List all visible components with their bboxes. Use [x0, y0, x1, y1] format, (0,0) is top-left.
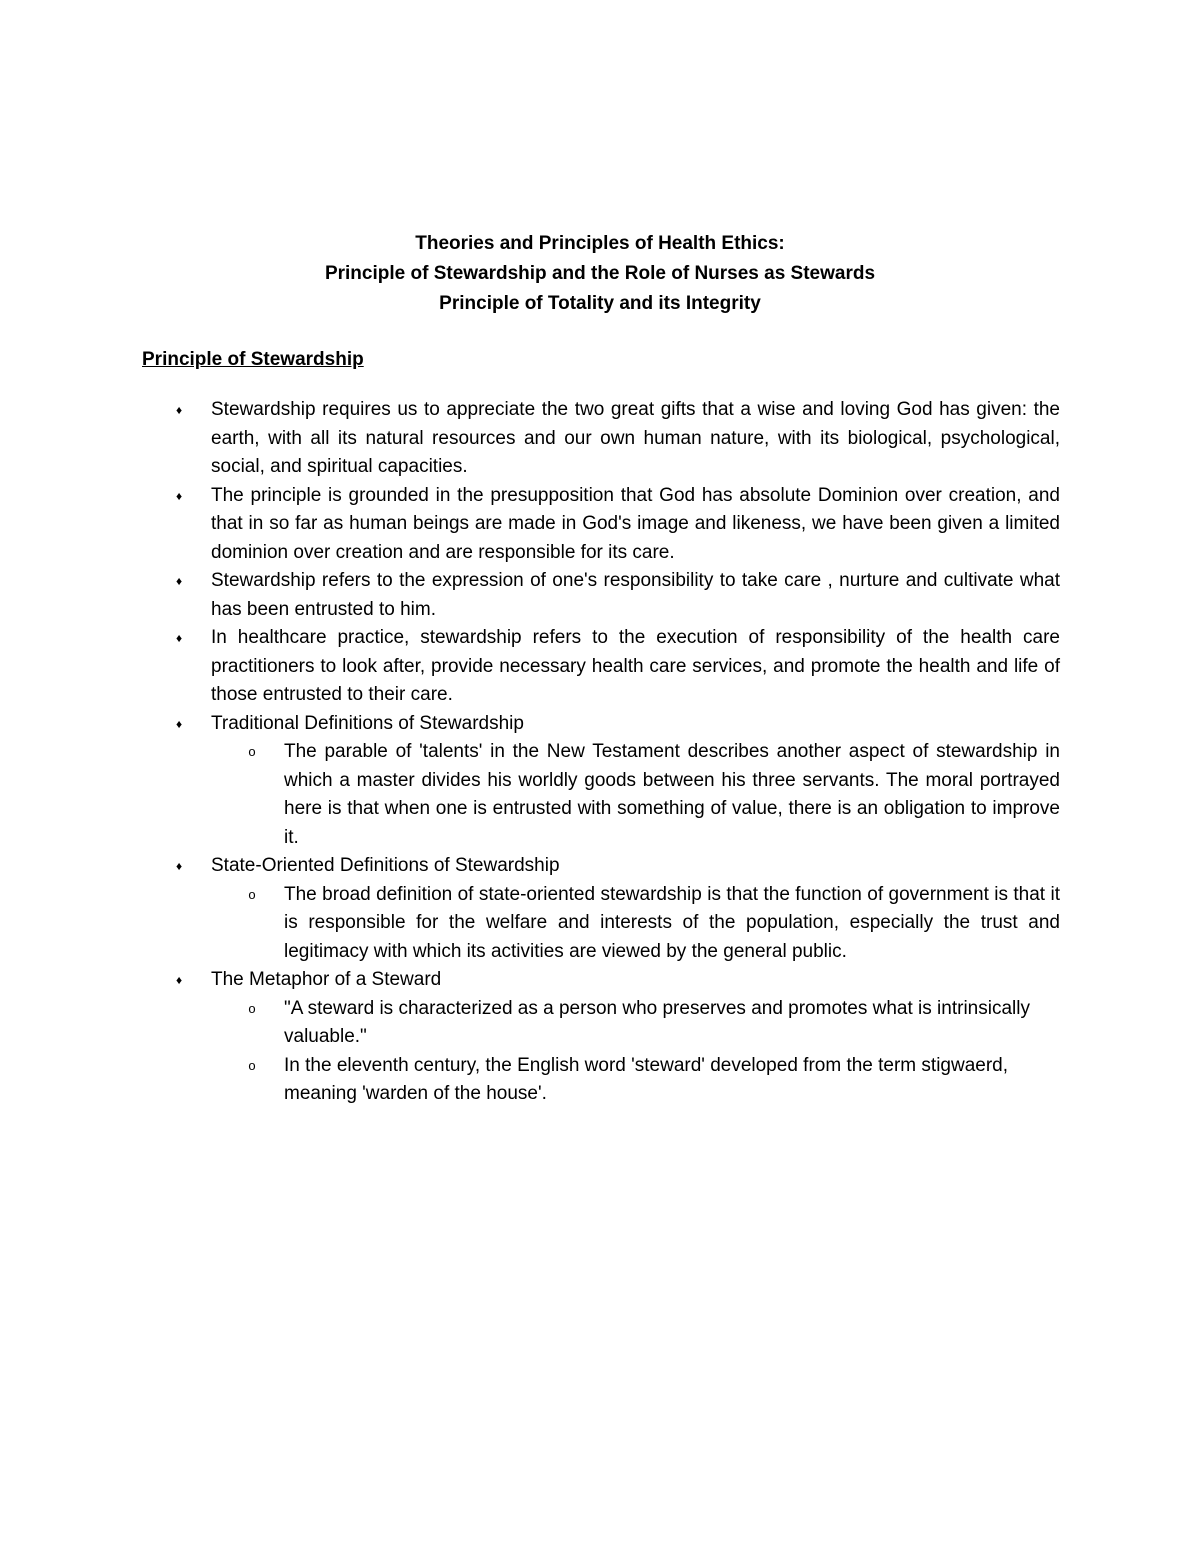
title-line-3: Principle of Totality and its Integrity [439, 293, 761, 314]
sub-list [211, 881, 1060, 967]
list-item [174, 624, 1060, 710]
list-item-text: Stewardship requires us to appreciate the two great gifts that a wise and loving God has given: the earth, with all its natural resources and our own human nature, with its biological, psychological, social, and spiritual capacities. [211, 399, 1060, 477]
sub-list-item [247, 738, 1060, 852]
list-item-text: The Metaphor of a Steward [211, 969, 442, 990]
bullet-list [174, 396, 1060, 1109]
list-item-text: In healthcare practice, stewardship refers to the execution of responsibility of the health care practitioners to look after, provide necessary health care services, and promote the health and life of those entrusted to their care. [211, 627, 1060, 705]
title-line-1: Theories and Principles of Health Ethics: [415, 233, 785, 254]
sub-list-item [247, 995, 1060, 1052]
circle-bullet-icon: o [248, 1000, 256, 1016]
list-item-text: Traditional Definitions of Stewardship [211, 712, 524, 734]
section-heading: Principle of Stewardship [142, 349, 364, 370]
sub-list [211, 738, 1060, 852]
sub-list-item-text: "A steward is characterized as a person who preserves and promotes what is intrinsically valuable." [284, 997, 1030, 1047]
list-item [174, 396, 1060, 482]
diamond-bullet-icon: ♦ [175, 716, 183, 731]
sub-list-item [247, 881, 1060, 967]
circle-bullet-icon: o [248, 886, 256, 902]
sub-list [211, 995, 1060, 1109]
list-item [174, 482, 1060, 568]
diamond-bullet-icon: ♦ [175, 859, 183, 873]
sub-list-item-text: The parable of 'talents' in the New Testament describes another aspect of stewardship in which a master divides his worldly goods between his three servants. The moral portrayed here is that when one is entrusted with something of value, there is an obligation to improve it. [284, 741, 1060, 848]
circle-bullet-icon: o [248, 744, 256, 759]
list-item [174, 710, 1060, 853]
title-line-2: Principle of Stewardship and the Role of Nurses as Stewards [324, 263, 876, 284]
diamond-bullet-icon: ♦ [175, 973, 183, 987]
list-item [174, 966, 1060, 1109]
sub-list-item-text: In the eleventh century, the English word 'steward' developed from the term stigwaerd, meaning 'warden of the house'. [284, 1054, 1009, 1104]
diamond-bullet-icon: ♦ [175, 403, 183, 417]
list-item [174, 567, 1060, 624]
sub-list-item [247, 1052, 1060, 1109]
list-item [174, 852, 1060, 966]
circle-bullet-icon: o [248, 1057, 256, 1073]
list-item-text: Stewardship refers to the expression of one's responsibility to take care , nurture and cultivate what has been entrusted to him. [211, 570, 1060, 620]
diamond-bullet-icon: ♦ [175, 631, 183, 645]
document-title [0, 229, 1200, 319]
bullet-list-container [174, 396, 1060, 1109]
list-item-text: State-Oriented Definitions of Stewardship [211, 855, 560, 876]
list-item-text: The principle is grounded in the presupposition that God has absolute Dominion over creation, and that in so far as human beings are made in God's image and likeness, we have been given a limited dominion over creation and are responsible for its care. [211, 484, 1060, 563]
diamond-bullet-icon: ♦ [175, 574, 183, 588]
sub-list-item-text: The broad definition of state-oriented stewardship is that the function of government is that it is responsible for the welfare and interests of the population, especially the trust and legitimacy with which its activities are viewed by the general public. [284, 883, 1060, 962]
diamond-bullet-icon: ♦ [175, 488, 183, 503]
